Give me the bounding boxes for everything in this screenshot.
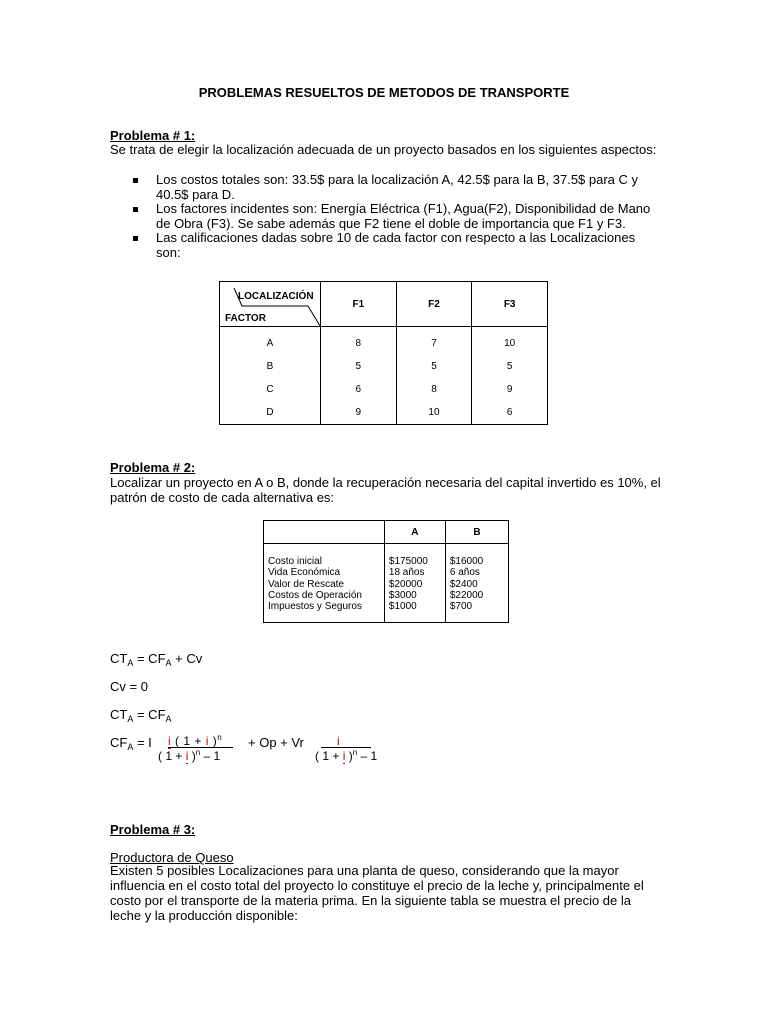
row-label: D <box>266 407 274 418</box>
bullet-icon <box>133 236 138 241</box>
paragraph-line: Localizar un proyecto en A o B, donde la recuperación necesaria del capital invertido es 10%, el <box>110 475 661 490</box>
bullet-line: 40.5$ para D. <box>156 186 235 202</box>
table-corner-cell <box>220 282 321 327</box>
table-cell: $22000 <box>449 589 484 601</box>
fraction-2-bar <box>321 747 371 748</box>
problem-2-heading: Problema # 2: <box>110 460 196 475</box>
bullet-line: de Obra (F3). Se sabe además que F2 tiene el doble de importancia que F1 y F3. <box>156 215 626 231</box>
table-cell: 8 <box>355 338 362 349</box>
problem-1-heading: Problema # 1: <box>110 128 196 143</box>
a-values-cell <box>384 544 445 623</box>
table-cell: $16000 <box>449 556 484 567</box>
list-item <box>130 202 670 231</box>
list-item <box>130 173 670 202</box>
table-cell: 18 años <box>388 567 425 579</box>
paragraph-line: costo por el transporte de la materia prima. En la siguiente tabla se muestra el precio de la <box>110 893 631 908</box>
problem-1-bullet-list <box>130 173 670 260</box>
problem-2-text <box>110 475 670 505</box>
paragraph-line: leche y la producción disponible: <box>110 908 298 923</box>
row-label: Impuestos y Seguros <box>268 601 362 613</box>
fraction-2-denominator: ( 1 + i )$^n$ – 1 <box>315 748 378 763</box>
table-cell: 5 <box>355 361 362 372</box>
table-cell: 9 <box>355 407 362 418</box>
table-cell: 6 <box>355 384 362 395</box>
row-label: A <box>266 338 274 349</box>
row-label: Costo inicial <box>268 556 322 567</box>
row-label: Vida Económica <box>268 567 341 579</box>
fraction-1-denominator: ( 1 + i )$^n$ – 1 <box>158 748 221 763</box>
fraction-2-numerator: i <box>337 734 340 748</box>
problem-3-text <box>110 863 670 923</box>
paragraph-line: influencia en el costo total del proyecto lo constituye el precio de la leche y, principalmente el <box>110 878 644 893</box>
table-cell: $3000 <box>388 589 417 601</box>
column-header: B <box>445 521 508 544</box>
table-cell: 5 <box>431 361 437 372</box>
bullet-line: son: <box>156 244 181 260</box>
formula-ct-a: $CT_A = CF_A + Cv$ <box>110 651 203 668</box>
f3-values-cell <box>472 327 548 425</box>
row-label: B <box>266 361 274 372</box>
b-values-cell <box>445 544 508 623</box>
table-cell: 6 <box>506 407 513 418</box>
table-cell: $20000 <box>388 578 423 590</box>
column-header: A <box>384 521 445 544</box>
formula-cv: Cv = 0 <box>110 679 148 694</box>
table-cell: $175000 <box>388 556 428 567</box>
paragraph-line: patrón de costo de cada alternativa es: <box>110 490 335 505</box>
row-labels-cell <box>264 544 385 623</box>
table-corner-cell <box>264 521 385 544</box>
formula-cf-a: $CF_A = I$ <box>110 735 152 752</box>
table-cell: 7 <box>431 338 437 349</box>
table-cell: 10 <box>504 338 516 349</box>
row-labels-cell <box>220 327 321 425</box>
table-cell: 8 <box>431 384 437 395</box>
fraction-1-numerator: i ( 1 + i )$^n$ <box>168 733 223 748</box>
corner-label-localizacion: LOCALIZACIÓN <box>238 291 314 302</box>
bullet-icon <box>133 178 138 183</box>
fraction-1-bar <box>168 747 233 748</box>
table-cell: 5 <box>506 361 513 372</box>
row-label: Costos de Operación <box>268 589 362 601</box>
column-header: F1 <box>321 282 397 327</box>
problem-1-intro: Se trata de elegir la localización adecuada de un proyecto basados en los siguientes aspectos: <box>110 142 657 157</box>
table-cell: 6 años <box>449 567 480 579</box>
bullet-line: Los costos totales son: 33.5$ para la localización A, 42.5$ para la B, 37.5$ para C y <box>156 172 639 187</box>
cost-pattern-table <box>263 520 509 623</box>
bullet-line: Las calificaciones dadas sobre 10 de cada factor con respecto a las Localizaciones <box>156 230 636 245</box>
factor-score-table <box>219 281 548 425</box>
table-cell: 9 <box>506 384 513 395</box>
formula-ct-a-cf-a: $CT_A = CF_A$ <box>110 707 172 724</box>
paragraph-line: Existen 5 posibles Localizaciones para una planta de queso, considerando que la mayor <box>110 863 619 878</box>
list-item <box>130 231 670 260</box>
formula-op-vr: + Op + Vr <box>248 735 304 750</box>
table-cell: $1000 <box>388 601 417 613</box>
problem-3-subheading: Productora de Queso <box>110 850 234 865</box>
problem-3-heading: Problema # 3: <box>110 822 196 837</box>
column-header: F3 <box>472 282 548 327</box>
page-title: PROBLEMAS RESUELTOS DE METODOS DE TRANSPORTE <box>198 85 570 100</box>
table-cell: 10 <box>428 407 440 418</box>
bullet-icon <box>133 207 138 212</box>
row-label: C <box>266 384 274 395</box>
f2-values-cell <box>396 327 472 425</box>
f1-values-cell <box>321 327 397 425</box>
row-label: Valor de Rescate <box>268 578 344 590</box>
bullet-line: Los factores incidentes son: Energía Eléctrica (F1), Agua(F2), Disponibilidad de Mano <box>156 201 651 216</box>
table-cell: $2400 <box>449 578 478 590</box>
corner-label-factor: FACTOR <box>225 313 266 324</box>
column-header: F2 <box>396 282 472 327</box>
table-cell: $700 <box>449 601 473 613</box>
